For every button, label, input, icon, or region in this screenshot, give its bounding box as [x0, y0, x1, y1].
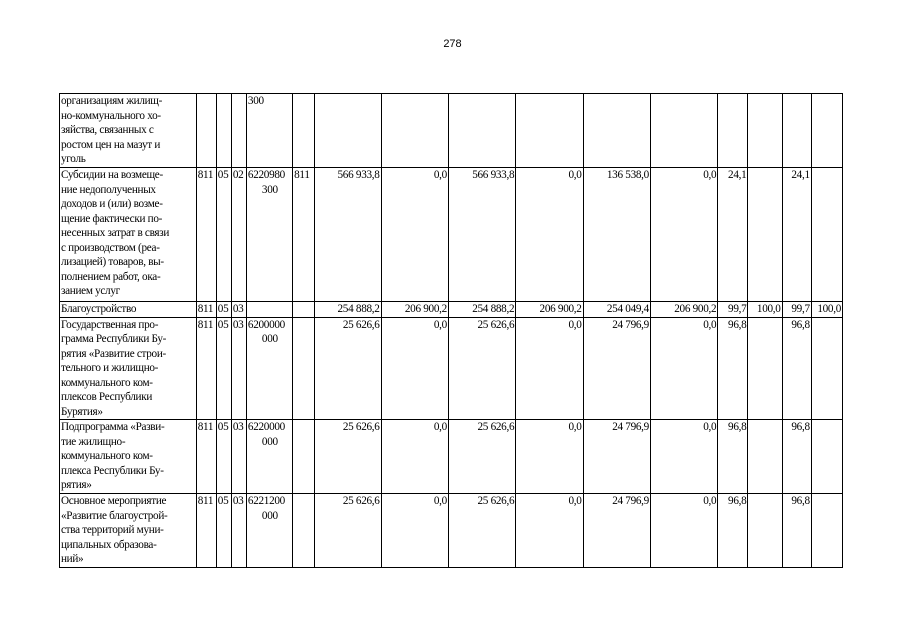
row-name-line: но-коммунального хо-: [61, 109, 161, 122]
percent-cell-4: 100,0: [811, 302, 842, 318]
percent-cell-1: 96,8: [718, 317, 748, 420]
row-name-line: щение фактически по-: [61, 212, 163, 225]
ministry-code: 811: [196, 317, 216, 420]
amount-cell-1: 25 626,6: [315, 317, 381, 420]
amount-cell-1: [315, 94, 381, 168]
row-name-line: коммунального ком-: [61, 450, 153, 462]
percent-cell-2: [748, 317, 782, 420]
amount-cell-6: 0,0: [650, 168, 717, 302]
amount-cell-4: 0,0: [516, 317, 583, 420]
percent-cell-3: 96,8: [782, 494, 811, 568]
amount-cell-2: [381, 94, 448, 168]
target-code-line: 6220980: [247, 169, 285, 181]
target-code-line: 300: [261, 183, 278, 196]
row-name: [60, 317, 197, 420]
subsection-code: 03: [231, 420, 246, 494]
amount-cell-6: 0,0: [650, 494, 717, 568]
ministry-code: 811: [196, 302, 216, 318]
percent-cell-4: [811, 168, 842, 302]
amount-cell-5: 24 796,9: [583, 494, 650, 568]
percent-cell-3: 96,8: [782, 420, 811, 494]
row-name-line: плекса Республики Бу-: [61, 464, 164, 477]
amount-cell-4: 0,0: [516, 420, 583, 494]
row-name-line: занием услуг: [61, 285, 120, 297]
row-name-line: ние недополученных: [61, 183, 156, 196]
row-name-line: Государственная про-: [61, 318, 159, 331]
target-article-code: [246, 494, 292, 568]
subsection-code: [231, 94, 246, 168]
subsection-code: 02: [231, 168, 246, 302]
expense-type-code: [293, 420, 315, 494]
expense-type-code: [293, 302, 315, 318]
target-code-line: 6221200: [247, 495, 285, 507]
percent-cell-1: [718, 94, 748, 168]
amount-cell-1: 254 888,2: [315, 302, 381, 318]
amount-cell-5: 136 538,0: [583, 168, 650, 302]
row-name-line: несенных затрат в связи: [61, 227, 170, 239]
table-row: [60, 494, 843, 568]
percent-cell-4: [811, 317, 842, 420]
amount-cell-2: 0,0: [381, 494, 448, 568]
section-code: 05: [216, 317, 231, 420]
row-name-line: «Развитие благоустрой-: [61, 509, 168, 522]
amount-cell-2: 0,0: [381, 420, 448, 494]
percent-cell-3: [782, 94, 811, 168]
target-code-line: 300: [247, 95, 264, 107]
row-name-line: плексов Республики: [61, 391, 153, 403]
percent-cell-2: [748, 168, 782, 302]
row-name-line: Основное мероприятие: [61, 495, 167, 507]
subsection-code: 03: [231, 317, 246, 420]
amount-cell-3: 566 933,8: [448, 168, 515, 302]
amount-cell-6: 206 900,2: [650, 302, 717, 318]
amount-cell-2: 0,0: [381, 317, 448, 420]
table-row: [60, 302, 843, 318]
target-code-line: 6200000: [247, 318, 285, 331]
row-name: [60, 168, 197, 302]
amount-cell-3: [448, 94, 515, 168]
row-name-line: доходов и (или) возме-: [61, 198, 163, 210]
row-name-line: Бурятия»: [61, 405, 103, 418]
section-code: 05: [216, 420, 231, 494]
row-name-line: ний»: [61, 553, 84, 565]
amount-cell-4: [516, 94, 583, 168]
ministry-code: 811: [196, 168, 216, 302]
amount-cell-4: 0,0: [516, 168, 583, 302]
amount-cell-6: 0,0: [650, 317, 717, 420]
table-row: [60, 168, 843, 302]
subsection-code: 03: [231, 302, 246, 318]
row-name-line: коммунального ком-: [61, 376, 153, 389]
budget-table: [59, 93, 843, 568]
row-name-line: зяйства, связанных с: [61, 124, 154, 136]
target-code-line: 000: [261, 435, 278, 448]
amount-cell-3: 25 626,6: [448, 317, 515, 420]
row-name-line: организациям жилищ-: [61, 95, 163, 107]
amount-cell-5: 254 049,4: [583, 302, 650, 318]
percent-cell-3: 99,7: [782, 302, 811, 318]
percent-cell-2: [748, 420, 782, 494]
target-code-line: 000: [261, 333, 278, 345]
percent-cell-3: 96,8: [782, 317, 811, 420]
target-article-code: [246, 420, 292, 494]
section-code: 05: [216, 494, 231, 568]
target-code-line: 6220000: [247, 421, 285, 433]
expense-type-code: 811: [293, 168, 315, 302]
row-name-line: тельного и жилищно-: [61, 362, 159, 374]
amount-cell-6: [650, 94, 717, 168]
row-name-line: Благоустройство: [61, 303, 137, 315]
amount-cell-5: 24 796,9: [583, 317, 650, 420]
amount-cell-2: 0,0: [381, 168, 448, 302]
percent-cell-2: 100,0: [748, 302, 782, 318]
row-name-line: ства территорий муни-: [61, 524, 164, 536]
target-article-code: [246, 317, 292, 420]
ministry-code: 811: [196, 420, 216, 494]
table-body: [60, 94, 843, 568]
row-name-line: рятия»: [61, 479, 92, 491]
percent-cell-2: [748, 94, 782, 168]
amount-cell-4: 0,0: [516, 494, 583, 568]
percent-cell-4: [811, 420, 842, 494]
row-name-line: ципальных образова-: [61, 538, 157, 551]
row-name-line: тие жилищно-: [61, 435, 126, 448]
section-code: [216, 94, 231, 168]
amount-cell-3: 25 626,6: [448, 420, 515, 494]
table-row: [60, 317, 843, 420]
subsection-code: 03: [231, 494, 246, 568]
row-name: [60, 94, 197, 168]
amount-cell-5: [583, 94, 650, 168]
percent-cell-4: [811, 494, 842, 568]
row-name-line: уголь: [61, 153, 86, 165]
percent-cell-1: 96,8: [718, 420, 748, 494]
target-article-code: [246, 302, 292, 318]
amount-cell-2: 206 900,2: [381, 302, 448, 318]
row-name-line: Субсидии на возмеще-: [61, 169, 163, 181]
amount-cell-5: 24 796,9: [583, 420, 650, 494]
row-name: [60, 420, 197, 494]
amount-cell-3: 254 888,2: [448, 302, 515, 318]
section-code: 05: [216, 168, 231, 302]
row-name-line: рятия «Развитие строи-: [61, 347, 166, 360]
amount-cell-3: 25 626,6: [448, 494, 515, 568]
amount-cell-1: 25 626,6: [315, 420, 381, 494]
percent-cell-1: 99,7: [718, 302, 748, 318]
row-name-line: грамма Республики Бу-: [61, 333, 167, 345]
amount-cell-1: 566 933,8: [315, 168, 381, 302]
ministry-code: [196, 94, 216, 168]
row-name-line: ростом цен на мазут и: [61, 138, 161, 151]
amount-cell-6: 0,0: [650, 420, 717, 494]
row-name-line: Подпрограмма «Разви-: [61, 421, 165, 433]
row-name-line: лизацией) товаров, вы-: [61, 256, 164, 268]
table-row: [60, 420, 843, 494]
percent-cell-4: [811, 94, 842, 168]
table-row: [60, 94, 843, 168]
percent-cell-1: 96,8: [718, 494, 748, 568]
ministry-code: 811: [196, 494, 216, 568]
target-code-line: 000: [261, 509, 278, 522]
expense-type-code: [293, 494, 315, 568]
percent-cell-2: [748, 494, 782, 568]
percent-cell-3: 24,1: [782, 168, 811, 302]
row-name: [60, 302, 197, 318]
target-article-code: [246, 94, 292, 168]
page-number: 278: [443, 38, 462, 50]
row-name-line: полнением работ, ока-: [61, 270, 161, 283]
expense-type-code: [293, 94, 315, 168]
expense-type-code: [293, 317, 315, 420]
row-name-line: с производством (реа-: [61, 241, 160, 254]
percent-cell-1: 24,1: [718, 168, 748, 302]
amount-cell-1: 25 626,6: [315, 494, 381, 568]
target-article-code: [246, 168, 292, 302]
section-code: 05: [216, 302, 231, 318]
row-name: [60, 494, 197, 568]
amount-cell-4: 206 900,2: [516, 302, 583, 318]
